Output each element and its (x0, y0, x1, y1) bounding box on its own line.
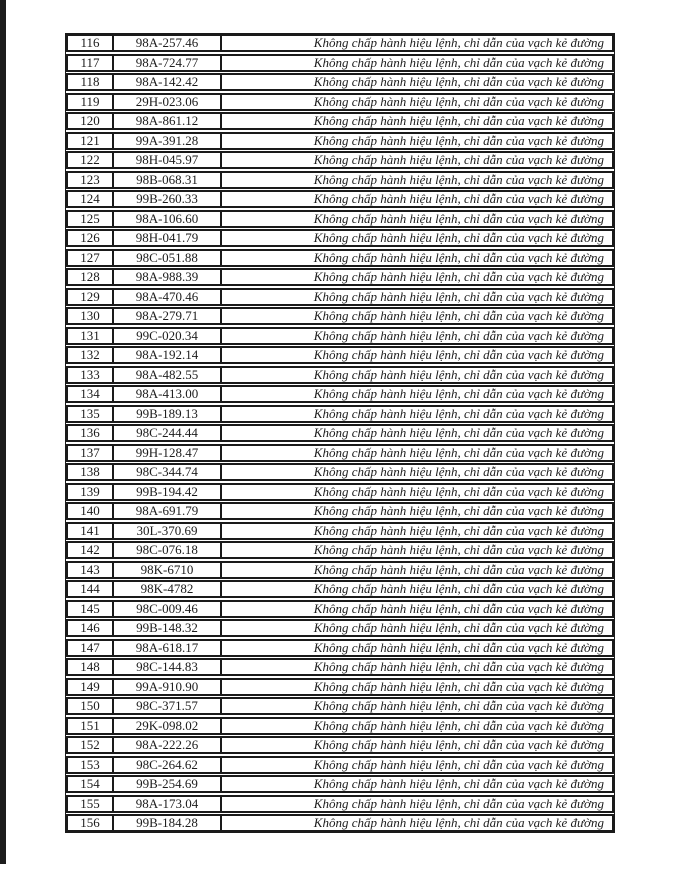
plate-cell: 98A-413.00 (114, 387, 222, 401)
row-number-cell: 144 (68, 582, 114, 596)
plate-cell: 99B-189.13 (114, 407, 222, 421)
plate-cell: 29K-098.02 (114, 719, 222, 733)
violation-cell: Không chấp hành hiệu lệnh, chỉ dẫn của vạch kẻ đường (313, 659, 604, 674)
table-row (66, 619, 614, 637)
table-row (66, 600, 614, 618)
table-row (66, 210, 614, 228)
violation-cell: Không chấp hành hiệu lệnh, chỉ dẫn của vạch kẻ đường (313, 756, 604, 772)
row-number-cell: 128 (68, 270, 114, 284)
table-row (66, 93, 614, 111)
table-row (66, 288, 614, 306)
plate-cell: 98C-076.18 (114, 543, 222, 557)
plate-cell: 30L-370.69 (114, 524, 222, 538)
plate-cell: 98C-009.46 (114, 602, 222, 616)
violation-cell: Không chấp hành hiệu lệnh, chỉ dẫn của vạch kẻ đường (313, 35, 604, 50)
violation-cell: Không chấp hành hiệu lệnh, chỉ dẫn của vạch kẻ đường (313, 386, 604, 401)
violation-cell: Không chấp hành hiệu lệnh, chỉ dẫn của vạch kẻ đường (313, 152, 604, 167)
row-number-cell: 130 (68, 309, 114, 323)
plate-cell: 98A-279.71 (114, 309, 222, 323)
plate-cell: 99C-020.34 (114, 329, 222, 343)
row-number-cell: 139 (68, 485, 114, 499)
table-row (66, 385, 614, 403)
violation-cell: Không chấp hành hiệu lệnh, chỉ dẫn của vạch kẻ đường (313, 308, 604, 323)
table-row (66, 444, 614, 462)
table-row (66, 502, 614, 520)
table-row (66, 34, 614, 52)
violation-cell: Không chấp hành hiệu lệnh, chỉ dẫn của vạch kẻ đường (313, 600, 604, 616)
table-row (66, 73, 614, 91)
violation-cell: Không chấp hành hiệu lệnh, chỉ dẫn của vạch kẻ đường (313, 678, 604, 694)
plate-cell: 98C-371.57 (114, 699, 222, 713)
plate-cell: 98C-264.62 (114, 758, 222, 772)
violation-cell: Không chấp hành hiệu lệnh, chỉ dẫn của vạch kẻ đường (313, 230, 604, 245)
violation-cell: Không chấp hành hiệu lệnh, chỉ dẫn của vạch kẻ đường (313, 425, 604, 440)
violation-cell: Không chấp hành hiệu lệnh, chỉ dẫn của vạch kẻ đường (313, 815, 604, 830)
row-number-cell: 125 (68, 212, 114, 226)
row-number-cell: 126 (68, 231, 114, 245)
row-number-cell: 119 (68, 95, 114, 109)
row-number-cell: 138 (68, 465, 114, 479)
table-row (66, 346, 614, 364)
violation-cell: Không chấp hành hiệu lệnh, chỉ dẫn của vạch kẻ đường (313, 210, 604, 226)
row-number-cell: 120 (68, 114, 114, 128)
violation-cell: Không chấp hành hiệu lệnh, chỉ dẫn của vạch kẻ đường (313, 522, 604, 538)
violation-table (65, 33, 615, 833)
violation-cell: Không chấp hành hiệu lệnh, chỉ dẫn của vạch kẻ đường (313, 54, 604, 70)
plate-cell: 98A-142.42 (114, 75, 222, 89)
table-row (66, 424, 614, 442)
row-number-cell: 149 (68, 680, 114, 694)
violation-cell: Không chấp hành hiệu lệnh, chỉ dẫn của vạch kẻ đường (313, 561, 604, 577)
plate-cell: 98H-041.79 (114, 231, 222, 245)
row-number-cell: 137 (68, 446, 114, 460)
row-number-cell: 134 (68, 387, 114, 401)
plate-cell: 99A-910.90 (114, 680, 222, 694)
table-row (66, 463, 614, 481)
plate-cell: 98A-222.26 (114, 738, 222, 752)
plate-cell: 98A-988.39 (114, 270, 222, 284)
row-number-cell: 141 (68, 524, 114, 538)
row-number-cell: 145 (68, 602, 114, 616)
table-row (66, 307, 614, 325)
row-number-cell: 156 (68, 816, 114, 830)
violation-cell: Không chấp hành hiệu lệnh, chỉ dẫn của vạch kẻ đường (313, 191, 604, 206)
violation-cell: Không chấp hành hiệu lệnh, chỉ dẫn của vạch kẻ đường (313, 327, 604, 343)
row-number-cell: 133 (68, 368, 114, 382)
violation-table-body (66, 34, 614, 832)
table-row (66, 132, 614, 150)
plate-cell: 99A-391.28 (114, 134, 222, 148)
row-number-cell: 122 (68, 153, 114, 167)
violation-cell: Không chấp hành hiệu lệnh, chỉ dẫn của vạch kẻ đường (313, 717, 604, 733)
row-number-cell: 152 (68, 738, 114, 752)
plate-cell: 29H-023.06 (114, 95, 222, 109)
table-row (66, 249, 614, 267)
plate-cell: 98C-051.88 (114, 251, 222, 265)
row-number-cell: 124 (68, 192, 114, 206)
table-row (66, 268, 614, 286)
plate-cell: 99B-254.69 (114, 777, 222, 791)
violation-cell: Không chấp hành hiệu lệnh, chỉ dẫn của vạch kẻ đường (313, 483, 604, 499)
row-number-cell: 146 (68, 621, 114, 635)
table-row (66, 639, 614, 657)
plate-cell: 99B-194.42 (114, 485, 222, 499)
violation-cell: Không chấp hành hiệu lệnh, chỉ dẫn của vạch kẻ đường (313, 620, 604, 635)
row-number-cell: 135 (68, 407, 114, 421)
violation-cell: Không chấp hành hiệu lệnh, chỉ dẫn của vạch kẻ đường (313, 405, 604, 421)
violation-cell: Không chấp hành hiệu lệnh, chỉ dẫn của vạch kẻ đường (313, 93, 604, 109)
row-number-cell: 131 (68, 329, 114, 343)
plate-cell: 98A-691.79 (114, 504, 222, 518)
plate-cell: 99B-260.33 (114, 192, 222, 206)
row-number-cell: 116 (68, 36, 114, 50)
plate-cell: 98K-4782 (114, 582, 222, 596)
plate-cell: 98A-470.46 (114, 290, 222, 304)
plate-cell: 98B-068.31 (114, 173, 222, 187)
table-row (66, 756, 614, 774)
row-number-cell: 129 (68, 290, 114, 304)
table-row (66, 229, 614, 247)
plate-cell: 99B-184.28 (114, 816, 222, 830)
plate-cell: 98A-482.55 (114, 368, 222, 382)
table-row (66, 405, 614, 423)
plate-cell: 98C-344.74 (114, 465, 222, 479)
row-number-cell: 123 (68, 173, 114, 187)
table-row (66, 736, 614, 754)
row-number-cell: 154 (68, 777, 114, 791)
row-number-cell: 132 (68, 348, 114, 362)
row-number-cell: 118 (68, 75, 114, 89)
violation-cell: Không chấp hành hiệu lệnh, chỉ dẫn của vạch kẻ đường (313, 171, 604, 187)
row-number-cell: 117 (68, 56, 114, 70)
row-number-cell: 150 (68, 699, 114, 713)
scan-edge-artifact-left (0, 0, 6, 864)
plate-cell: 98C-244.44 (114, 426, 222, 440)
plate-cell: 98A-724.77 (114, 56, 222, 70)
row-number-cell: 148 (68, 660, 114, 674)
table-row (66, 658, 614, 676)
plate-cell: 98A-257.46 (114, 36, 222, 50)
plate-cell: 98K-6710 (114, 563, 222, 577)
row-number-cell: 127 (68, 251, 114, 265)
table-row (66, 814, 614, 832)
table-row (66, 327, 614, 345)
plate-cell: 98A-861.12 (114, 114, 222, 128)
violation-cell: Không chấp hành hiệu lệnh, chỉ dẫn của vạch kẻ đường (313, 113, 604, 128)
violation-cell: Không chấp hành hiệu lệnh, chỉ dẫn của vạch kẻ đường (313, 795, 604, 811)
row-number-cell: 153 (68, 758, 114, 772)
table-row (66, 678, 614, 696)
table-row (66, 112, 614, 130)
plate-cell: 98A-192.14 (114, 348, 222, 362)
row-number-cell: 151 (68, 719, 114, 733)
table-row (66, 366, 614, 384)
row-number-cell: 121 (68, 134, 114, 148)
table-row (66, 151, 614, 169)
plate-cell: 98H-045.97 (114, 153, 222, 167)
table-row (66, 580, 614, 598)
violation-cell: Không chấp hành hiệu lệnh, chỉ dẫn của vạch kẻ đường (313, 288, 604, 304)
violation-cell: Không chấp hành hiệu lệnh, chỉ dẫn của vạch kẻ đường (313, 444, 604, 460)
violation-cell: Không chấp hành hiệu lệnh, chỉ dẫn của vạch kẻ đường (313, 542, 604, 557)
table-row (66, 717, 614, 735)
table-row (66, 54, 614, 72)
row-number-cell: 147 (68, 641, 114, 655)
table-row (66, 561, 614, 579)
table-row (66, 190, 614, 208)
table-row (66, 775, 614, 793)
violation-cell: Không chấp hành hiệu lệnh, chỉ dẫn của vạch kẻ đường (313, 269, 604, 284)
table-row (66, 697, 614, 715)
row-number-cell: 143 (68, 563, 114, 577)
violation-cell: Không chấp hành hiệu lệnh, chỉ dẫn của vạch kẻ đường (313, 347, 604, 362)
violation-cell: Không chấp hành hiệu lệnh, chỉ dẫn của vạch kẻ đường (313, 74, 604, 89)
row-number-cell: 140 (68, 504, 114, 518)
violation-cell: Không chấp hành hiệu lệnh, chỉ dẫn của vạch kẻ đường (313, 132, 604, 148)
plate-cell: 99H-128.47 (114, 446, 222, 460)
plate-cell: 98A-618.17 (114, 641, 222, 655)
table-row (66, 171, 614, 189)
violation-cell: Không chấp hành hiệu lệnh, chỉ dẫn của vạch kẻ đường (313, 698, 604, 713)
table-row (66, 522, 614, 540)
violation-cell: Không chấp hành hiệu lệnh, chỉ dẫn của vạch kẻ đường (313, 503, 604, 518)
violation-cell: Không chấp hành hiệu lệnh, chỉ dẫn của vạch kẻ đường (313, 249, 604, 265)
plate-cell: 99B-148.32 (114, 621, 222, 635)
plate-cell: 98A-106.60 (114, 212, 222, 226)
row-number-cell: 155 (68, 797, 114, 811)
table-row (66, 795, 614, 813)
violation-cell: Không chấp hành hiệu lệnh, chỉ dẫn của vạch kẻ đường (313, 366, 604, 382)
table-row (66, 483, 614, 501)
violation-cell: Không chấp hành hiệu lệnh, chỉ dẫn của vạch kẻ đường (313, 737, 604, 752)
violation-cell: Không chấp hành hiệu lệnh, chỉ dẫn của vạch kẻ đường (313, 776, 604, 791)
violation-cell: Không chấp hành hiệu lệnh, chỉ dẫn của vạch kẻ đường (313, 464, 604, 479)
plate-cell: 98C-144.83 (114, 660, 222, 674)
table-row (66, 541, 614, 559)
violation-cell: Không chấp hành hiệu lệnh, chỉ dẫn của vạch kẻ đường (313, 581, 604, 596)
row-number-cell: 142 (68, 543, 114, 557)
violation-cell: Không chấp hành hiệu lệnh, chỉ dẫn của vạch kẻ đường (313, 639, 604, 655)
row-number-cell: 136 (68, 426, 114, 440)
plate-cell: 98A-173.04 (114, 797, 222, 811)
